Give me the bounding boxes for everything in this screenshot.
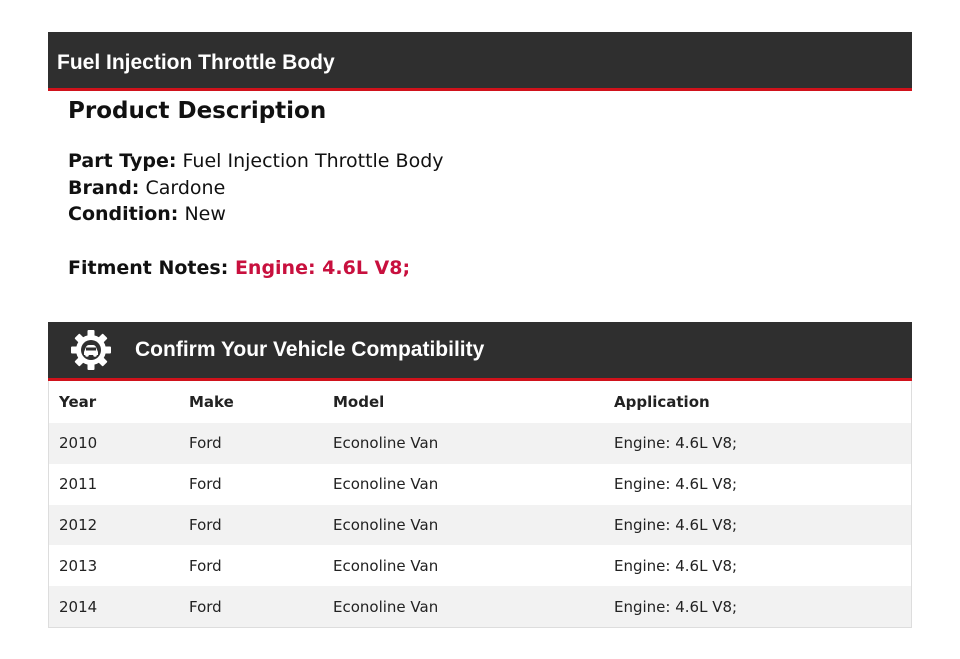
column-header-make: Make <box>179 381 323 423</box>
table-row <box>49 586 912 627</box>
cell-model: Econoline Van <box>323 423 604 464</box>
cell-make: Ford <box>179 545 323 586</box>
compatibility-table <box>48 381 912 628</box>
product-title: Fuel Injection Throttle Body <box>57 51 335 74</box>
spec-label: Brand: <box>68 176 140 199</box>
column-header-model: Model <box>323 381 604 423</box>
spec-label: Condition: <box>68 203 179 225</box>
cell-year: 2012 <box>49 505 180 546</box>
compatibility-bar <box>48 322 912 381</box>
cell-year: 2011 <box>49 464 180 505</box>
spec-list <box>68 148 888 228</box>
table-row <box>49 505 912 546</box>
gear-car-icon <box>69 328 113 372</box>
cell-make: Ford <box>179 464 323 505</box>
spec-value: New <box>184 203 226 225</box>
spec-condition <box>68 201 888 228</box>
cell-model: Econoline Van <box>323 586 604 627</box>
table-header-row <box>49 381 912 423</box>
cell-make: Ford <box>179 586 323 627</box>
cell-model: Econoline Van <box>323 505 604 546</box>
cell-year: 2013 <box>49 545 180 586</box>
spec-value: Fuel Injection Throttle Body <box>182 150 444 172</box>
cell-model: Econoline Van <box>323 464 604 505</box>
cell-model: Econoline Van <box>323 545 604 586</box>
spec-value: Cardone <box>145 176 226 199</box>
table-row <box>49 423 912 464</box>
product-description <box>68 94 888 281</box>
cell-application: Engine: 4.6L V8; <box>604 545 912 586</box>
cell-make: Ford <box>179 423 323 464</box>
cell-application: Engine: 4.6L V8; <box>604 423 912 464</box>
compatibility-title: Confirm Your Vehicle Compatibility <box>135 338 485 361</box>
column-header-year: Year <box>49 381 180 423</box>
fitment-label: Fitment Notes: <box>68 256 229 279</box>
cell-make: Ford <box>179 505 323 546</box>
cell-application: Engine: 4.6L V8; <box>604 586 912 627</box>
column-header-application: Application <box>604 381 912 423</box>
product-title-bar <box>48 32 912 91</box>
fitment-notes <box>68 255 888 281</box>
cell-application: Engine: 4.6L V8; <box>604 464 912 505</box>
cell-year: 2010 <box>49 423 180 464</box>
cell-application: Engine: 4.6L V8; <box>604 505 912 546</box>
description-heading: Product Description <box>68 98 327 124</box>
table-row <box>49 464 912 505</box>
spec-label: Part Type: <box>68 150 177 172</box>
spec-part-type <box>68 148 888 175</box>
cell-year: 2014 <box>49 586 180 627</box>
table-row <box>49 545 912 586</box>
spec-brand <box>68 175 888 202</box>
fitment-value: Engine: 4.6L V8; <box>234 256 411 279</box>
